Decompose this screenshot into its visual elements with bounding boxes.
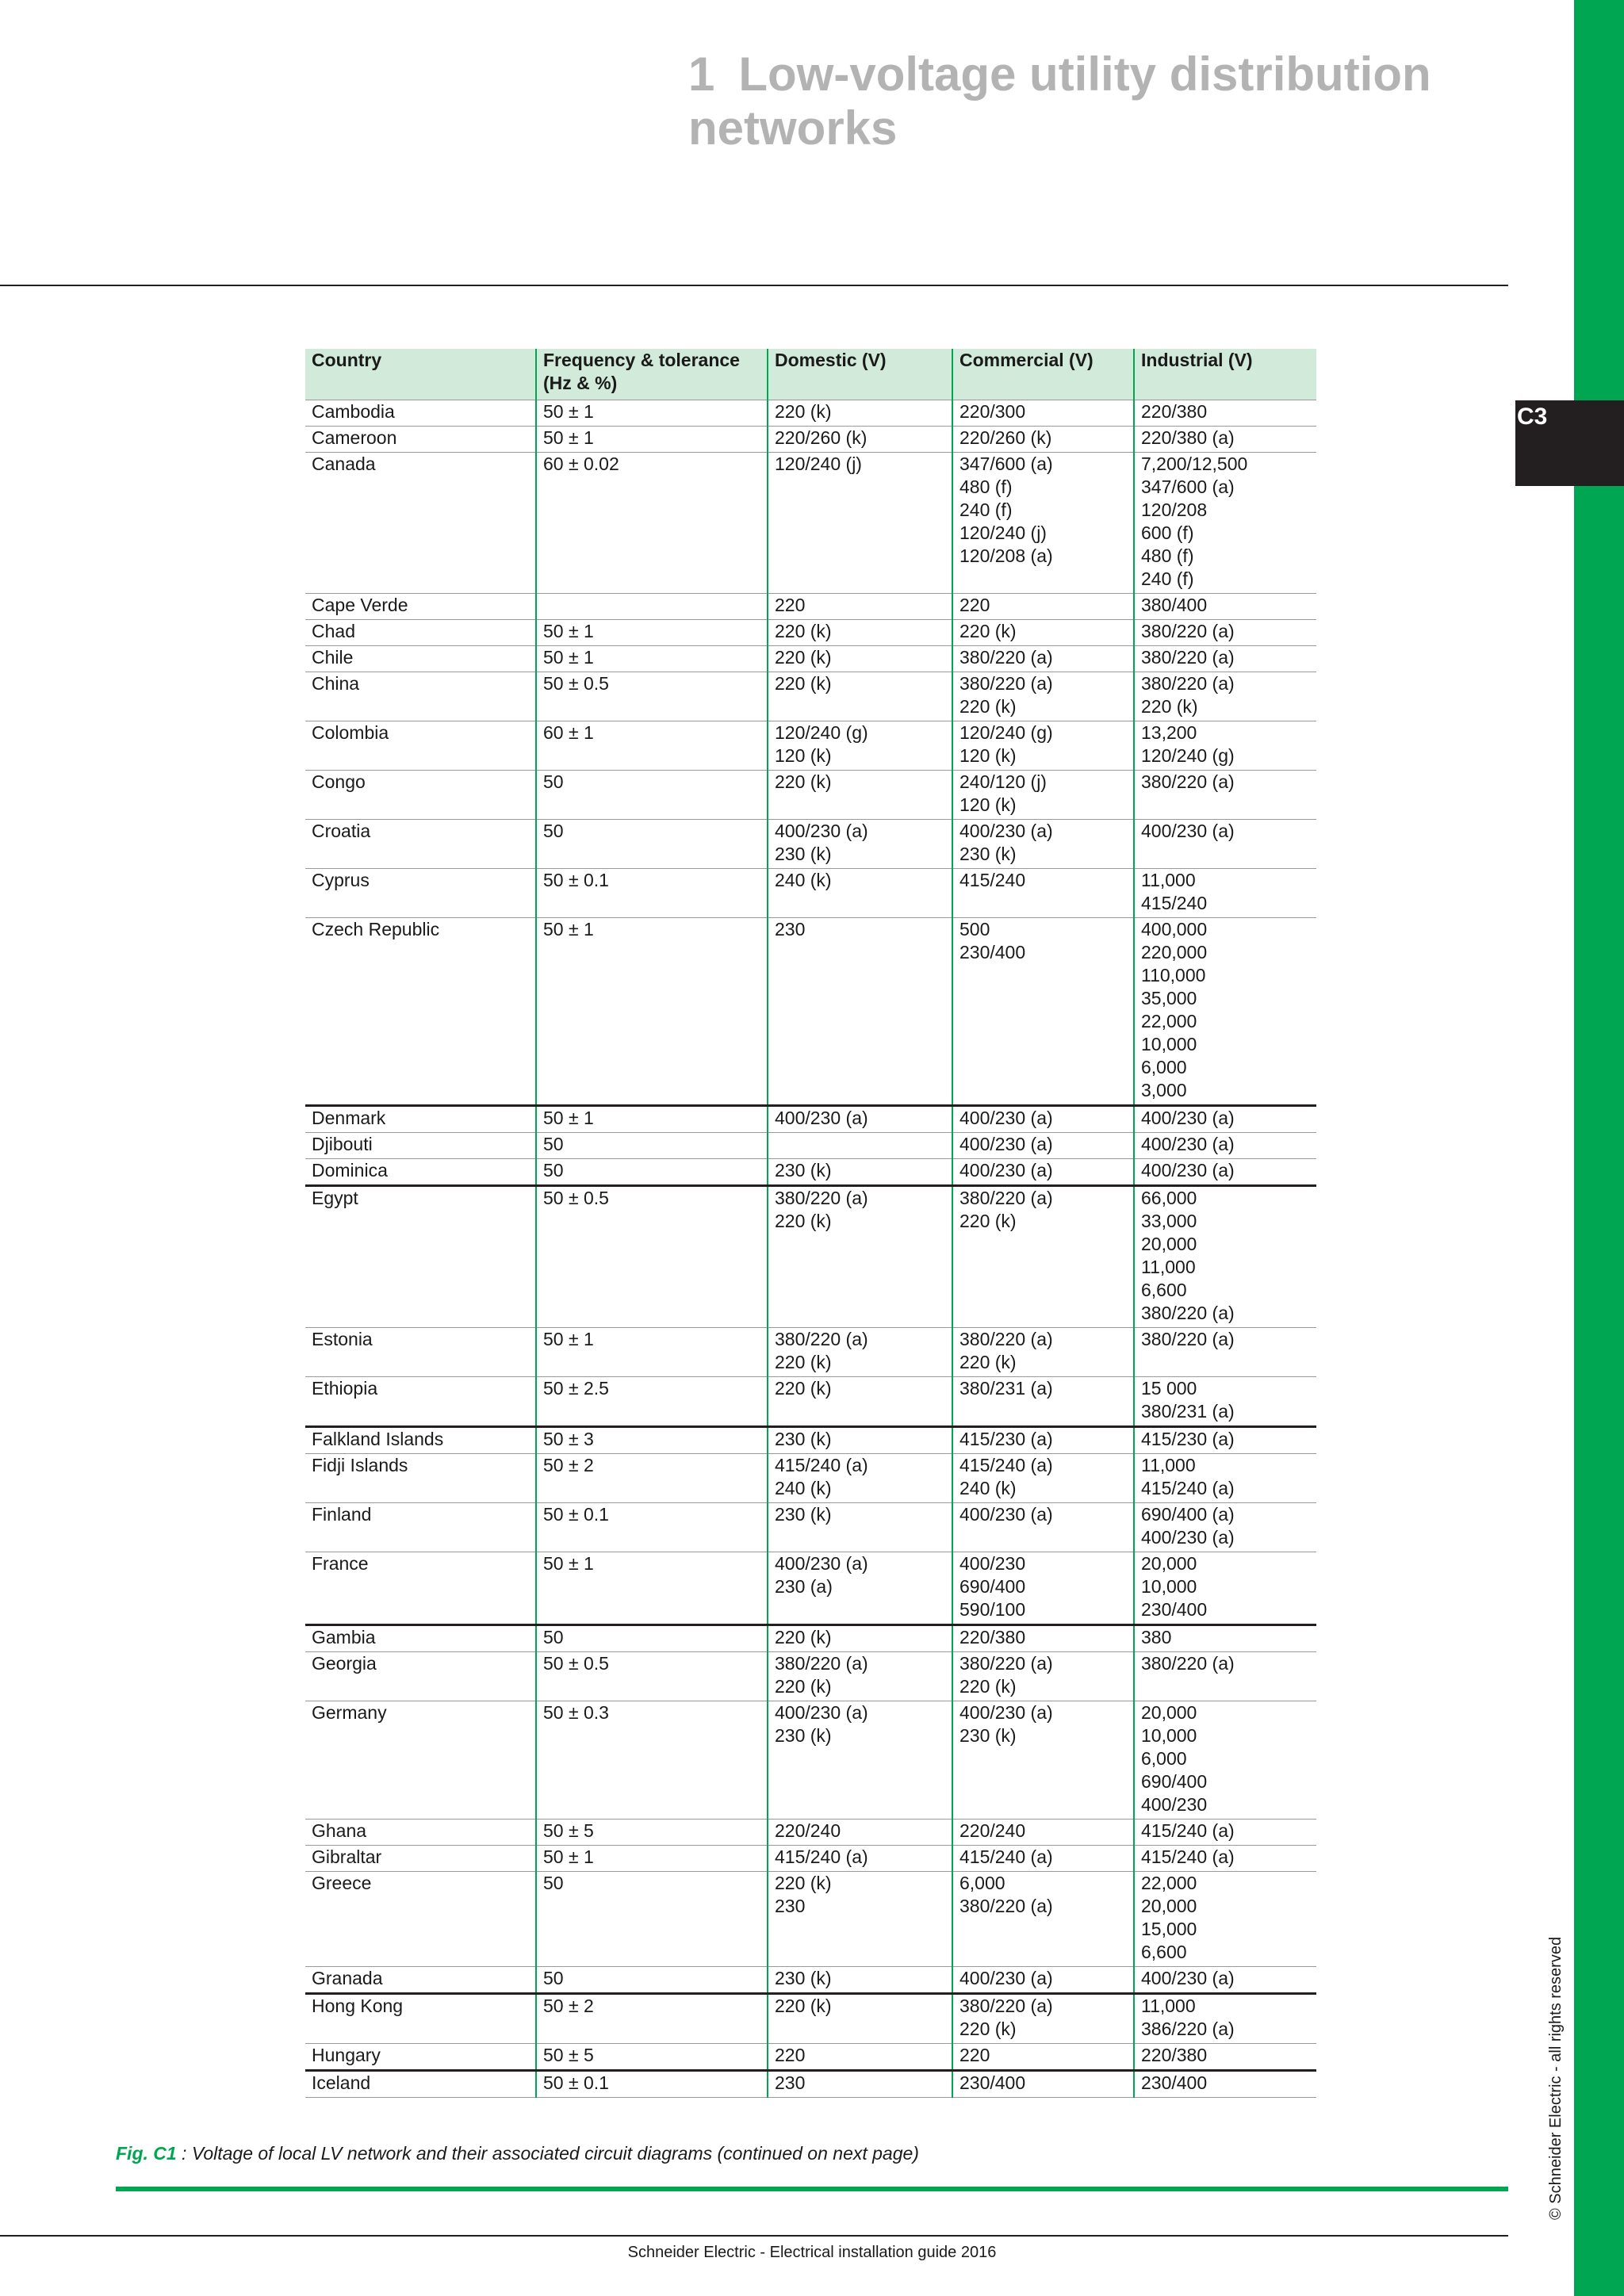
cell-domestic: 220 (k) xyxy=(768,1376,952,1426)
cell-domestic: 220 (k) xyxy=(768,645,952,672)
table-row xyxy=(305,721,1316,770)
cell-country: Georgia xyxy=(305,1651,536,1701)
table-row xyxy=(305,1105,1316,1132)
table-row xyxy=(305,2043,1316,2070)
cell-frequency: 50 ± 1 xyxy=(536,645,768,672)
cell-domestic: 230 xyxy=(768,917,952,1105)
footer-rule xyxy=(0,2235,1508,2237)
cell-industrial: 15 000 380/231 (a) xyxy=(1134,1376,1316,1426)
cell-industrial: 11,000 386/220 (a) xyxy=(1134,1993,1316,2043)
cell-frequency: 50 ± 0.5 xyxy=(536,1651,768,1701)
cell-country: Czech Republic xyxy=(305,917,536,1105)
cell-commercial: 220 xyxy=(952,2043,1134,2070)
cell-industrial: 380/220 (a) 220 (k) xyxy=(1134,672,1316,721)
table-row xyxy=(305,1993,1316,2043)
caption-text: : Voltage of local LV network and their associated circuit diagrams (continued on next page) xyxy=(176,2143,919,2164)
cell-industrial: 380 xyxy=(1134,1624,1316,1651)
cell-domestic: 400/230 (a) 230 (k) xyxy=(768,819,952,868)
cell-frequency: 50 ± 0.3 xyxy=(536,1701,768,1819)
table-row xyxy=(305,593,1316,619)
cell-country: Gibraltar xyxy=(305,1845,536,1871)
cell-frequency: 50 xyxy=(536,1871,768,1966)
table-row xyxy=(305,1502,1316,1552)
green-side-bar xyxy=(1574,0,1624,2296)
cell-frequency: 50 ± 1 xyxy=(536,619,768,645)
chapter-tab xyxy=(1515,400,1624,486)
cell-domestic: 230 (k) xyxy=(768,1502,952,1552)
section-number: 1 xyxy=(688,48,715,101)
cell-industrial: 13,200 120/240 (g) xyxy=(1134,721,1316,770)
cell-country: Hong Kong xyxy=(305,1993,536,2043)
cell-commercial: 220/240 xyxy=(952,1819,1134,1845)
cell-frequency: 50 ± 1 xyxy=(536,1327,768,1376)
cell-industrial: 380/220 (a) xyxy=(1134,1651,1316,1701)
cell-commercial: 400/230 (a) 230 (k) xyxy=(952,819,1134,868)
cell-industrial: 400/230 (a) xyxy=(1134,1105,1316,1132)
cell-commercial: 220/380 xyxy=(952,1624,1134,1651)
cell-industrial: 7,200/12,500 347/600 (a) 120/208 600 (f) 480 (f) 240 (f) xyxy=(1134,452,1316,593)
cell-domestic: 230 (k) xyxy=(768,1426,952,1453)
page-footer: Schneider Electric - Electrical installation guide 2016 xyxy=(627,2244,997,2261)
table-row xyxy=(305,1376,1316,1426)
cell-industrial: 400/230 (a) xyxy=(1134,819,1316,868)
cell-domestic: 380/220 (a) 220 (k) xyxy=(768,1651,952,1701)
cell-commercial: 220/260 (k) xyxy=(952,426,1134,452)
cell-industrial: 66,000 33,000 20,000 11,000 6,600 380/220 (a) xyxy=(1134,1185,1316,1327)
cell-country: Chad xyxy=(305,619,536,645)
cell-frequency xyxy=(536,593,768,619)
table-row xyxy=(305,1966,1316,1993)
table-row xyxy=(305,1819,1316,1845)
cell-commercial: 380/220 (a) 220 (k) xyxy=(952,672,1134,721)
cell-domestic: 400/230 (a) xyxy=(768,1105,952,1132)
cell-industrial: 220/380 xyxy=(1134,2043,1316,2070)
cell-domestic: 415/240 (a) xyxy=(768,1845,952,1871)
cell-frequency: 50 ± 1 xyxy=(536,426,768,452)
cell-frequency: 50 ± 2.5 xyxy=(536,1376,768,1426)
cell-frequency: 50 ± 5 xyxy=(536,2043,768,2070)
cell-commercial: 400/230 690/400 590/100 xyxy=(952,1552,1134,1624)
cell-commercial: 380/231 (a) xyxy=(952,1376,1134,1426)
cell-country: Gambia xyxy=(305,1624,536,1651)
cell-domestic xyxy=(768,1132,952,1158)
cell-frequency: 50 xyxy=(536,1624,768,1651)
cell-domestic: 400/230 (a) 230 (a) xyxy=(768,1552,952,1624)
cell-commercial: 415/240 (a) 240 (k) xyxy=(952,1453,1134,1502)
cell-commercial: 240/120 (j) 120 (k) xyxy=(952,770,1134,819)
cell-country: Dominica xyxy=(305,1158,536,1185)
table-row xyxy=(305,1327,1316,1376)
cell-country: Hungary xyxy=(305,2043,536,2070)
cell-country: Croatia xyxy=(305,819,536,868)
table-row xyxy=(305,672,1316,721)
title-line-1: Low-voltage utility distribution xyxy=(738,48,1431,101)
figure-caption xyxy=(116,2143,919,2164)
cell-domestic: 220 (k) xyxy=(768,400,952,426)
cell-country: Cape Verde xyxy=(305,593,536,619)
cell-commercial: 415/240 xyxy=(952,868,1134,917)
cell-commercial: 220 xyxy=(952,593,1134,619)
table-row xyxy=(305,819,1316,868)
cell-commercial: 220/300 xyxy=(952,400,1134,426)
cell-country: Djibouti xyxy=(305,1132,536,1158)
cell-industrial: 220/380 (a) xyxy=(1134,426,1316,452)
cell-country: Greece xyxy=(305,1871,536,1966)
table-row xyxy=(305,1552,1316,1624)
cell-industrial: 220/380 xyxy=(1134,400,1316,426)
cell-domestic: 220 (k) xyxy=(768,1624,952,1651)
cell-industrial: 22,000 20,000 15,000 6,600 xyxy=(1134,1871,1316,1966)
cell-commercial: 400/230 (a) xyxy=(952,1158,1134,1185)
cell-frequency: 50 ± 1 xyxy=(536,1845,768,1871)
cell-frequency: 50 xyxy=(536,819,768,868)
cell-frequency: 50 ± 0.1 xyxy=(536,1502,768,1552)
cell-industrial: 380/220 (a) xyxy=(1134,645,1316,672)
chapter-tab-label: C3 xyxy=(1517,404,1548,430)
cell-industrial: 415/240 (a) xyxy=(1134,1819,1316,1845)
cell-commercial: 400/230 (a) xyxy=(952,1966,1134,1993)
cell-industrial: 20,000 10,000 6,000 690/400 400/230 xyxy=(1134,1701,1316,1819)
table-row xyxy=(305,1701,1316,1819)
cell-commercial: 400/230 (a) xyxy=(952,1132,1134,1158)
cell-domestic: 230 xyxy=(768,2070,952,2097)
table-row xyxy=(305,1132,1316,1158)
cell-domestic: 220 (k) xyxy=(768,1993,952,2043)
cell-commercial: 380/220 (a) 220 (k) xyxy=(952,1651,1134,1701)
cell-industrial: 11,000 415/240 xyxy=(1134,868,1316,917)
cell-industrial: 380/220 (a) xyxy=(1134,770,1316,819)
cell-country: Iceland xyxy=(305,2070,536,2097)
cell-frequency: 50 ± 1 xyxy=(536,400,768,426)
header-frequency: Frequency & tolerance (Hz & %) xyxy=(536,349,768,400)
cell-frequency: 50 ± 1 xyxy=(536,1105,768,1132)
voltage-table xyxy=(305,349,1316,2098)
cell-commercial: 380/220 (a) 220 (k) xyxy=(952,1327,1134,1376)
header-domestic: Domestic (V) xyxy=(768,349,952,400)
cell-commercial: 380/220 (a) xyxy=(952,645,1134,672)
cell-country: Ethiopia xyxy=(305,1376,536,1426)
cell-industrial: 400/230 (a) xyxy=(1134,1132,1316,1158)
cell-commercial: 230/400 xyxy=(952,2070,1134,2097)
cell-commercial: 347/600 (a) 480 (f) 240 (f) 120/240 (j) 120/208 (a) xyxy=(952,452,1134,593)
cell-frequency: 50 ± 2 xyxy=(536,1453,768,1502)
table-row xyxy=(305,1426,1316,1453)
cell-country: Granada xyxy=(305,1966,536,1993)
cell-frequency: 50 ± 1 xyxy=(536,1552,768,1624)
table-row xyxy=(305,917,1316,1105)
cell-domestic: 380/220 (a) 220 (k) xyxy=(768,1327,952,1376)
table-row xyxy=(305,1158,1316,1185)
cell-frequency: 50 ± 0.5 xyxy=(536,1185,768,1327)
cell-industrial: 380/220 (a) xyxy=(1134,619,1316,645)
cell-commercial: 415/230 (a) xyxy=(952,1426,1134,1453)
table-row xyxy=(305,770,1316,819)
cell-country: Chile xyxy=(305,645,536,672)
cell-industrial: 380/220 (a) xyxy=(1134,1327,1316,1376)
cell-domestic: 230 (k) xyxy=(768,1158,952,1185)
table-row xyxy=(305,619,1316,645)
header-rule xyxy=(0,285,1508,286)
cell-domestic: 120/240 (g) 120 (k) xyxy=(768,721,952,770)
cell-country: Germany xyxy=(305,1701,536,1819)
cell-country: Ghana xyxy=(305,1819,536,1845)
header-commercial: Commercial (V) xyxy=(952,349,1134,400)
cell-industrial: 415/240 (a) xyxy=(1134,1845,1316,1871)
caption-rule xyxy=(116,2187,1508,2191)
cell-domestic: 230 (k) xyxy=(768,1966,952,1993)
cell-commercial: 120/240 (g) 120 (k) xyxy=(952,721,1134,770)
cell-domestic: 220/240 xyxy=(768,1819,952,1845)
table-row xyxy=(305,2070,1316,2097)
table-header-row xyxy=(305,349,1316,400)
table-row xyxy=(305,452,1316,593)
cell-frequency: 50 xyxy=(536,1158,768,1185)
table-row xyxy=(305,1845,1316,1871)
table-row xyxy=(305,868,1316,917)
cell-frequency: 50 ± 2 xyxy=(536,1993,768,2043)
cell-country: Falkland Islands xyxy=(305,1426,536,1453)
copyright-notice: © Schneider Electric - all rights reserved xyxy=(1547,1936,1565,2220)
cell-country: Denmark xyxy=(305,1105,536,1132)
cell-country: Estonia xyxy=(305,1327,536,1376)
cell-industrial: 690/400 (a) 400/230 (a) xyxy=(1134,1502,1316,1552)
cell-commercial: 400/230 (a) xyxy=(952,1105,1134,1132)
cell-frequency: 60 ± 1 xyxy=(536,721,768,770)
cell-industrial: 230/400 xyxy=(1134,2070,1316,2097)
header-country: Country xyxy=(305,349,536,400)
cell-commercial: 380/220 (a) 220 (k) xyxy=(952,1185,1134,1327)
cell-domestic: 120/240 (j) xyxy=(768,452,952,593)
cell-frequency: 50 ± 0.1 xyxy=(536,2070,768,2097)
header-industrial: Industrial (V) xyxy=(1134,349,1316,400)
table-row xyxy=(305,426,1316,452)
cell-commercial: 400/230 (a) xyxy=(952,1502,1134,1552)
cell-country: Egypt xyxy=(305,1185,536,1327)
title-line-2: networks xyxy=(688,101,898,155)
cell-domestic: 220 xyxy=(768,593,952,619)
cell-commercial: 400/230 (a) 230 (k) xyxy=(952,1701,1134,1819)
cell-country: Congo xyxy=(305,770,536,819)
cell-frequency: 50 xyxy=(536,770,768,819)
cell-frequency: 60 ± 0.02 xyxy=(536,452,768,593)
cell-frequency: 50 ± 5 xyxy=(536,1819,768,1845)
table-row xyxy=(305,645,1316,672)
cell-industrial: 11,000 415/240 (a) xyxy=(1134,1453,1316,1502)
cell-industrial: 400,000 220,000 110,000 35,000 22,000 10,000 6,000 3,000 xyxy=(1134,917,1316,1105)
cell-commercial: 380/220 (a) 220 (k) xyxy=(952,1993,1134,2043)
cell-domestic: 220/260 (k) xyxy=(768,426,952,452)
cell-commercial: 500 230/400 xyxy=(952,917,1134,1105)
cell-country: Canada xyxy=(305,452,536,593)
table-row xyxy=(305,400,1316,426)
cell-country: Cameroon xyxy=(305,426,536,452)
cell-commercial: 6,000 380/220 (a) xyxy=(952,1871,1134,1966)
cell-domestic: 220 (k) 230 xyxy=(768,1871,952,1966)
table-row xyxy=(305,1624,1316,1651)
cell-frequency: 50 ± 0.5 xyxy=(536,672,768,721)
cell-frequency: 50 xyxy=(536,1132,768,1158)
cell-domestic: 400/230 (a) 230 (k) xyxy=(768,1701,952,1819)
cell-domestic: 220 xyxy=(768,2043,952,2070)
cell-commercial: 220 (k) xyxy=(952,619,1134,645)
cell-domestic: 220 (k) xyxy=(768,672,952,721)
cell-frequency: 50 ± 1 xyxy=(536,917,768,1105)
cell-country: Finland xyxy=(305,1502,536,1552)
cell-industrial: 380/400 xyxy=(1134,593,1316,619)
cell-country: Colombia xyxy=(305,721,536,770)
cell-industrial: 400/230 (a) xyxy=(1134,1158,1316,1185)
cell-industrial: 20,000 10,000 230/400 xyxy=(1134,1552,1316,1624)
table-row xyxy=(305,1453,1316,1502)
page-title xyxy=(688,48,1545,155)
table-row xyxy=(305,1651,1316,1701)
table-row xyxy=(305,1185,1316,1327)
cell-commercial: 415/240 (a) xyxy=(952,1845,1134,1871)
cell-country: Cyprus xyxy=(305,868,536,917)
cell-domestic: 220 (k) xyxy=(768,770,952,819)
cell-frequency: 50 xyxy=(536,1966,768,1993)
cell-country: Fidji Islands xyxy=(305,1453,536,1502)
cell-country: Cambodia xyxy=(305,400,536,426)
cell-frequency: 50 ± 0.1 xyxy=(536,868,768,917)
cell-domestic: 240 (k) xyxy=(768,868,952,917)
cell-industrial: 400/230 (a) xyxy=(1134,1966,1316,1993)
table-row xyxy=(305,1871,1316,1966)
cell-domestic: 220 (k) xyxy=(768,619,952,645)
table-body xyxy=(305,400,1316,2097)
cell-frequency: 50 ± 3 xyxy=(536,1426,768,1453)
cell-country: France xyxy=(305,1552,536,1624)
cell-domestic: 380/220 (a) 220 (k) xyxy=(768,1185,952,1327)
cell-domestic: 415/240 (a) 240 (k) xyxy=(768,1453,952,1502)
cell-country: China xyxy=(305,672,536,721)
figure-label: Fig. C1 xyxy=(116,2143,177,2164)
cell-industrial: 415/230 (a) xyxy=(1134,1426,1316,1453)
